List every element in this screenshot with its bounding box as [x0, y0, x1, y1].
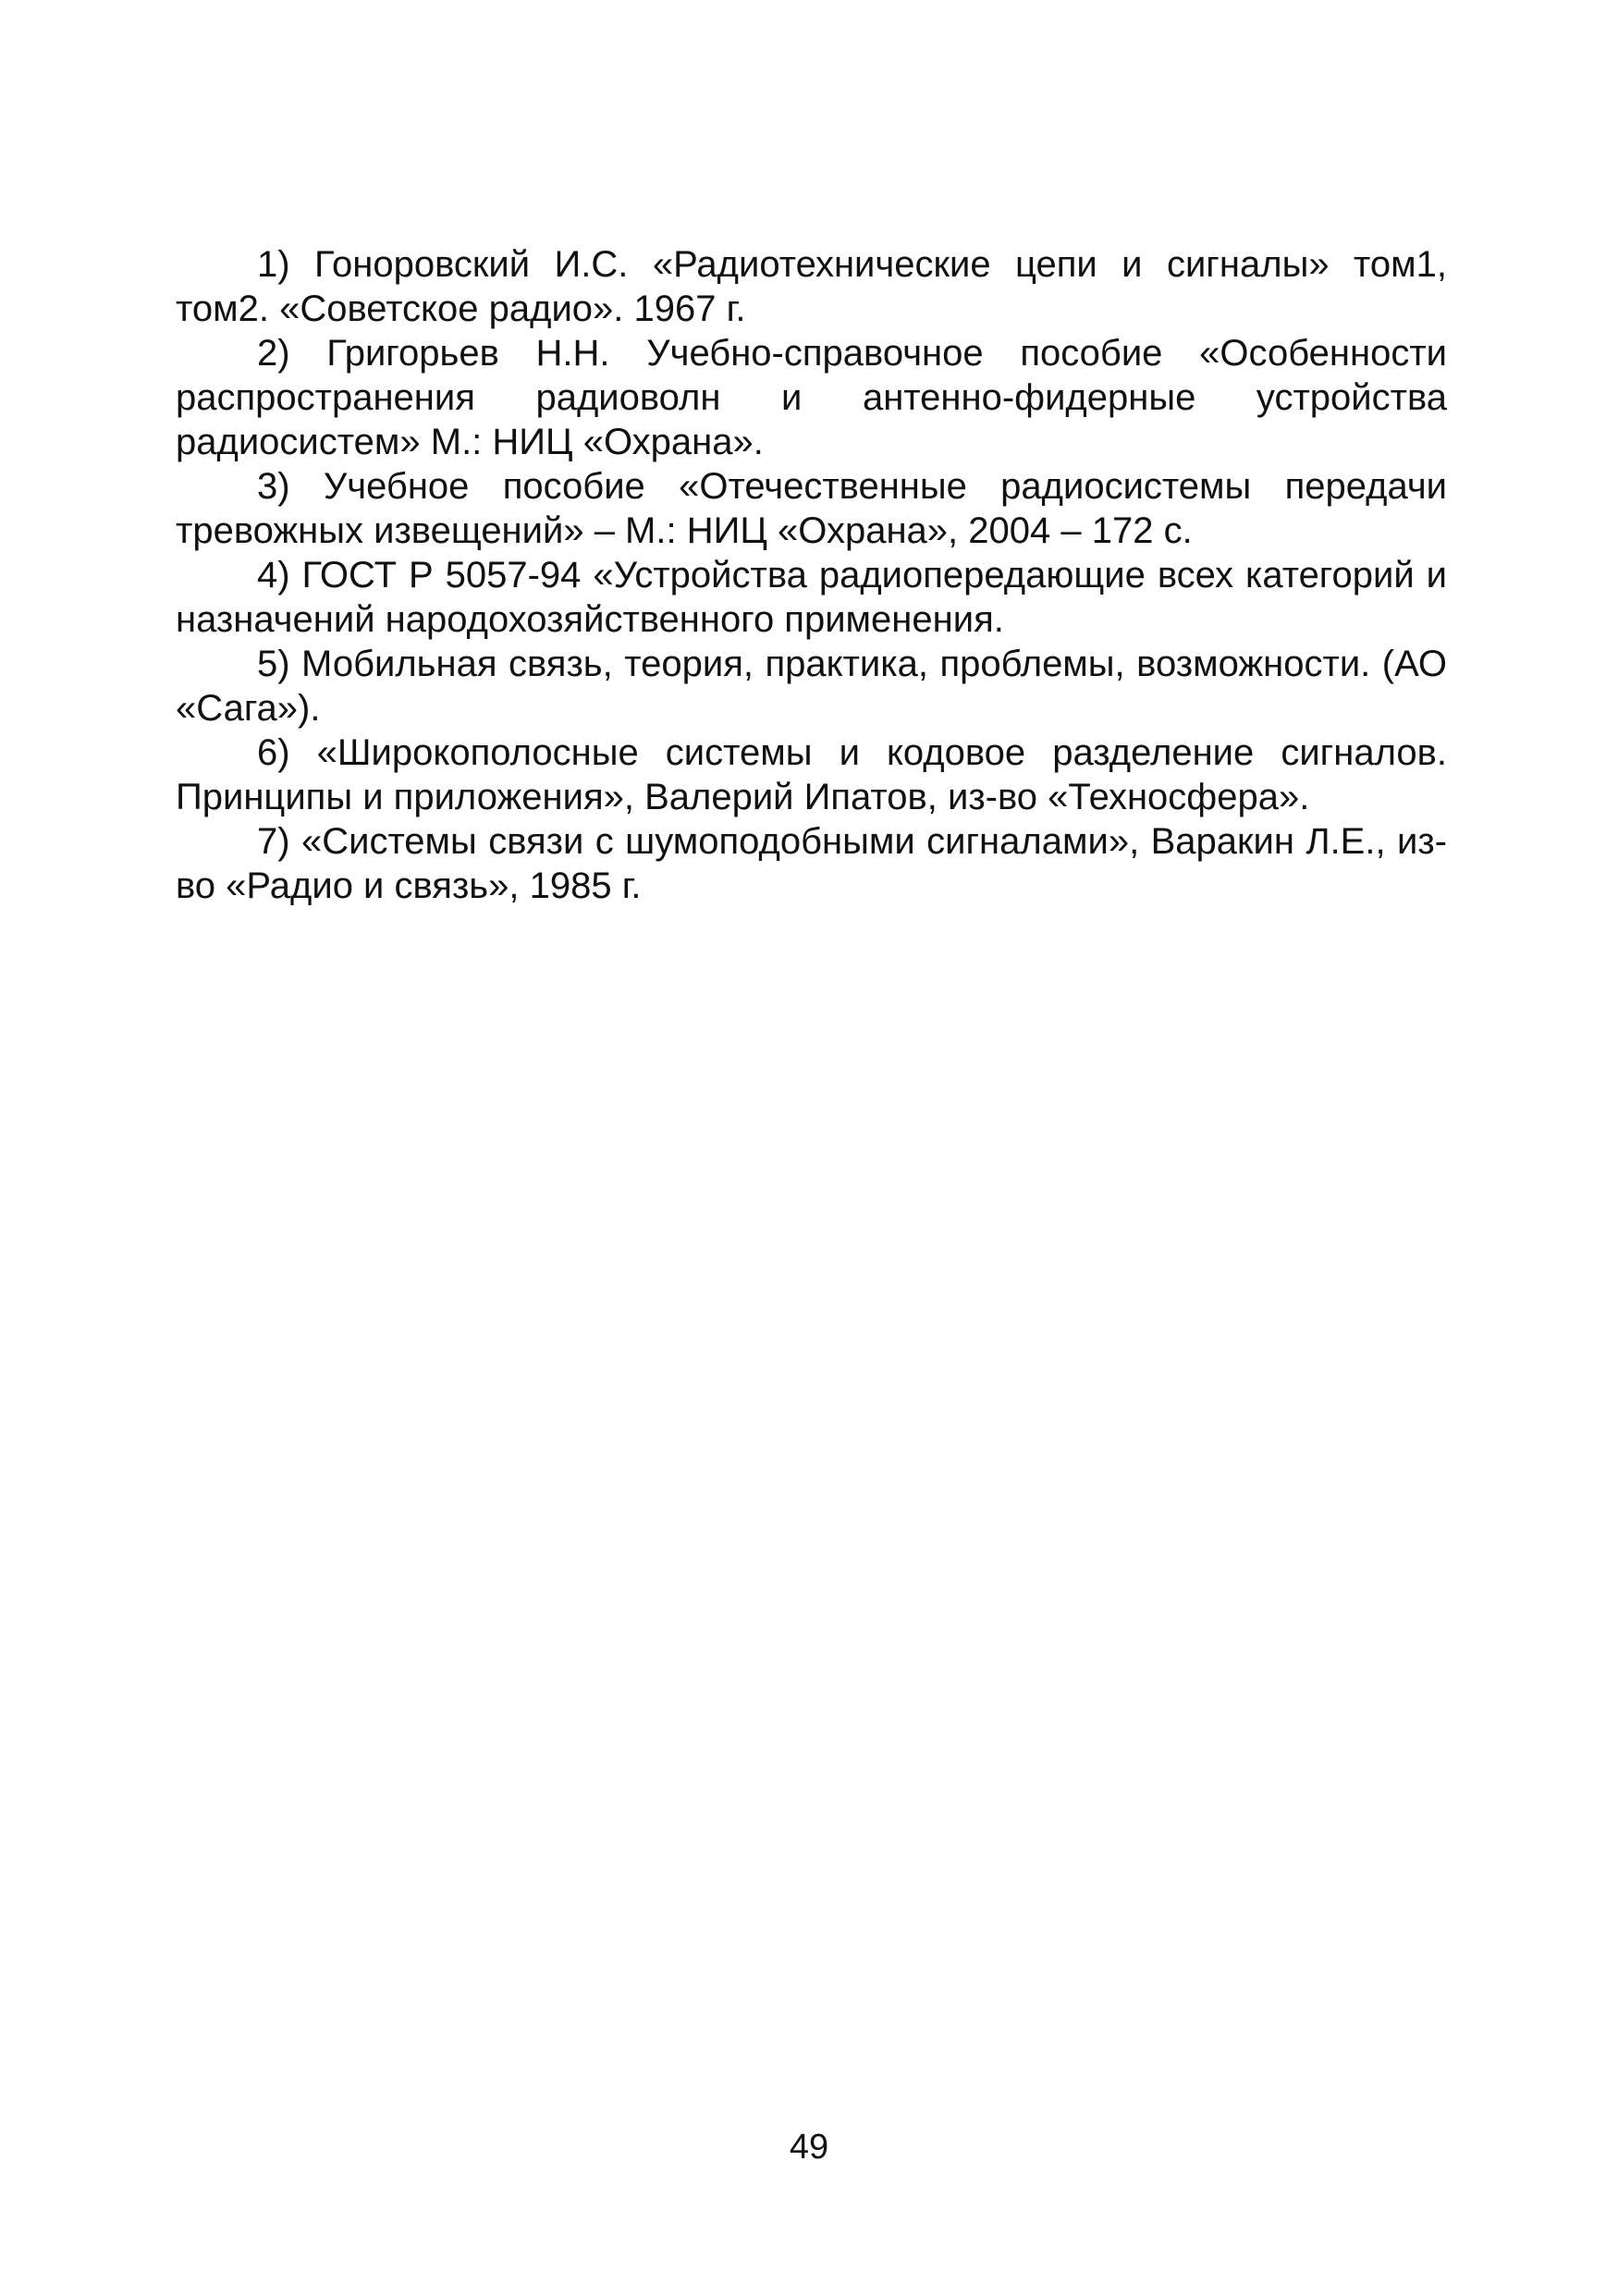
reference-item-2: 2) Григорьев Н.Н. Учебно-справочное пособие «Особенности распространения радиоволн и антенно-фидерные устройства радиосистем» М.: НИЦ «Охрана».	[176, 333, 1447, 462]
reference-item-7: 7) «Системы связи с шумоподобными сигналами», Варакин Л.Е., из-во «Радио и связь», 1985 г.	[176, 821, 1447, 906]
reference-item-6: 6) «Широкополосные системы и кодовое разделение сигналов. Принципы и приложения», Валерий Ипатов, из-во «Техносфера».	[176, 732, 1447, 817]
reference-item-5: 5) Мобильная связь, теория, практика, проблемы, возможности. (АО «Сага»).	[176, 644, 1447, 729]
page-number: 49	[789, 2128, 829, 2167]
reference-list	[176, 242, 1447, 908]
reference-item-4: 4) ГОСТ Р 5057-94 «Устройства радиопередающие всех категорий и назначений народохозяйственного применения.	[176, 555, 1447, 640]
reference-item-1: 1) Гоноровский И.С. «Радиотехнические цепи и сигналы» том1, том2. «Советское радио». 1967 г.	[176, 244, 1447, 329]
reference-item-3: 3) Учебное пособие «Отечественные радиосистемы передачи тревожных извещений» – М.: НИЦ «Охрана», 2004 – 172 с.	[176, 466, 1447, 551]
